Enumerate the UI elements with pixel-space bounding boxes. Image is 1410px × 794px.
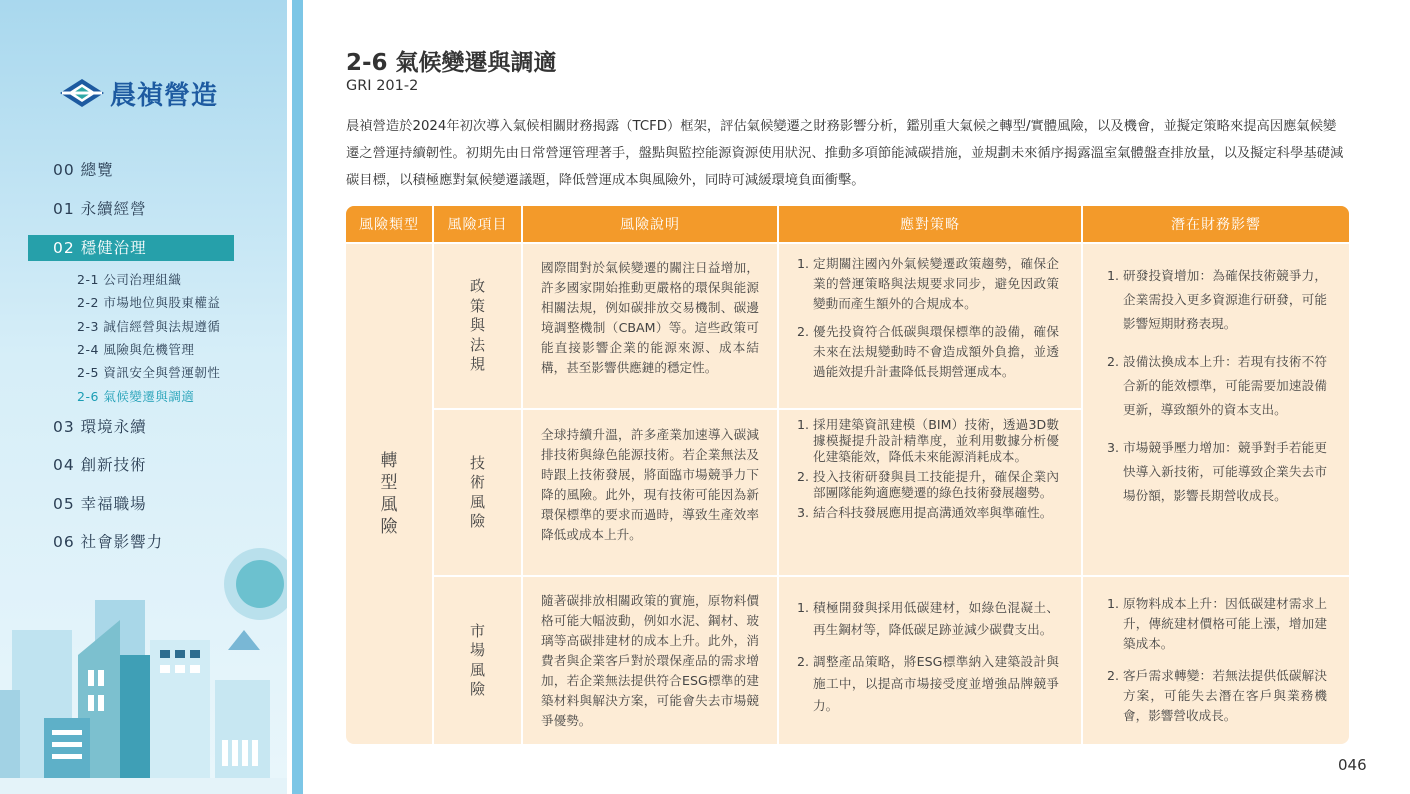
cell-impact-policy-technology bbox=[1107, 264, 1327, 508]
cell-impact-market bbox=[1107, 594, 1327, 726]
nav-item-overview[interactable]: 00 總覽 bbox=[53, 161, 114, 179]
risk-type-label: 轉 型 風 險 bbox=[380, 450, 398, 538]
list-item-text: 設備汰換成本上升：若現有技術不符合新的能效標準，可能需要加速設備更新，導致額外的資本支出。 bbox=[1123, 354, 1327, 417]
header-risk-description: 風險說明 bbox=[523, 206, 777, 242]
cell-strategy-policy bbox=[797, 254, 1059, 382]
list-item-number: 2. bbox=[797, 654, 810, 669]
nav-item-sustainable-operation[interactable]: 01 永續經營 bbox=[53, 200, 147, 218]
subnav-item-integrity[interactable]: 2-3 誠信經營與法規遵循 bbox=[77, 319, 221, 334]
logo-diamond-icon bbox=[58, 75, 106, 111]
city-illustration bbox=[0, 540, 287, 794]
list-item-number: 1. bbox=[1107, 268, 1120, 283]
nav-item-social-impact[interactable]: 06 社會影響力 bbox=[53, 533, 164, 551]
header-risk-item: 風險項目 bbox=[434, 206, 521, 242]
list-item bbox=[797, 597, 1059, 641]
risk-item-label: 政 策 與 法 規 bbox=[469, 277, 485, 374]
subnav-item-corporate-governance[interactable]: 2-1 公司治理組織 bbox=[77, 272, 182, 287]
header-risk-type: 風險類型 bbox=[346, 206, 432, 242]
list-item bbox=[797, 417, 1059, 465]
list-item-number: 1. bbox=[797, 417, 810, 432]
list-item-text: 投入技術研發與員工技能提升，確保企業內部團隊能夠適應變遷的綠色技術發展趨勢。 bbox=[813, 469, 1059, 500]
list-item bbox=[797, 254, 1059, 314]
list-item-text: 結合科技發展應用提高溝通效率與準確性。 bbox=[813, 505, 1053, 520]
subnav-item-climate-change[interactable]: 2-6 氣候變遷與調適 bbox=[77, 389, 195, 404]
list-item-text: 研發投資增加：為確保技術競爭力，企業需投入更多資源進行研發，可能影響短期財務表現。 bbox=[1123, 268, 1327, 331]
list-item-text: 調整產品策略，將ESG標準納入建築設計與施工中，以提高市場接受度並增強品牌競爭力。 bbox=[813, 654, 1059, 713]
grid-line bbox=[434, 575, 1349, 577]
cell-description-market: 隨著碳排放相關政策的實施，原物料價格可能大幅波動，例如水泥、鋼材、玻璃等高碳排建材的成本上升。此外，消費者與企業客戶對於環保產品的需求增加，若企業無法提供符合ESG標準的建築材料與解決方案，可能會失去市場競爭優勢。 bbox=[541, 593, 759, 728]
cell-strategy-market bbox=[797, 597, 1059, 717]
intro-paragraph: 晨禎營造於2024年初次導入氣候相關財務揭露（TCFD）框架，評估氣候變遷之財務影響分析，鑑別重大氣候之轉型/實體風險，以及機會，並擬定策略來提高因應氣候變遷之營運持續韌性。初期先由日常營運管理著手，盤點與監控能源資源使用狀況、推動多項節能減碳措施，並規劃未來循序揭露溫室氣體盤查排放量，以及擬定科學基礎減碳目標，以積極應對氣候變遷議題，降低營運成本與風險外，同時可減緩環境負面衝擊。 bbox=[346, 119, 1344, 188]
list-item bbox=[797, 505, 1059, 521]
list-item bbox=[797, 322, 1059, 382]
risk-item-label: 市 場 風 險 bbox=[469, 621, 485, 698]
logo-text: 晨禎營造 bbox=[110, 80, 219, 111]
list-item bbox=[1107, 264, 1327, 336]
risk-item-label: 技 術 風 險 bbox=[469, 453, 485, 530]
list-item-text: 積極開發與採用低碳建材，如綠色混凝土、再生鋼材等，降低碳足跡並減少碳費支出。 bbox=[813, 600, 1059, 637]
header-financial-impact: 潛在財務影響 bbox=[1083, 206, 1349, 242]
list-item-number: 1. bbox=[797, 256, 810, 271]
list-item-text: 市場競爭壓力增加：競爭對手若能更快導入新技術，可能導致企業失去市場份額，影響長期營收成長。 bbox=[1123, 440, 1327, 503]
nav-item-workplace[interactable]: 05 幸福職場 bbox=[53, 495, 147, 513]
list-item bbox=[797, 469, 1059, 501]
list-item-number: 2. bbox=[1107, 668, 1120, 683]
list-item-number: 2. bbox=[1107, 354, 1120, 369]
list-item-number: 3. bbox=[1107, 440, 1120, 455]
grid-line bbox=[521, 206, 523, 744]
list-item bbox=[1107, 594, 1327, 654]
grid-line bbox=[1081, 206, 1083, 744]
list-item bbox=[797, 651, 1059, 717]
nav-item-innovation[interactable]: 04 創新技術 bbox=[53, 456, 147, 474]
risk-table bbox=[346, 206, 1349, 744]
grid-line bbox=[434, 408, 1081, 410]
list-item-text: 原物料成本上升：因低碳建材需求上升，傳統建材價格可能上漲，增加建築成本。 bbox=[1123, 596, 1327, 651]
list-item bbox=[1107, 666, 1327, 726]
company-logo[interactable] bbox=[58, 74, 218, 112]
grid-line bbox=[777, 206, 779, 744]
header-response-strategy: 應對策略 bbox=[779, 206, 1081, 242]
list-item-number: 2. bbox=[797, 324, 810, 339]
cell-strategy-technology bbox=[797, 417, 1059, 521]
subnav-item-risk-management[interactable]: 2-4 風險與危機管理 bbox=[77, 342, 195, 357]
cell-risk-type bbox=[346, 244, 432, 744]
list-item bbox=[1107, 436, 1327, 508]
nav-item-environment[interactable]: 03 環境永續 bbox=[53, 418, 147, 436]
cell-risk-item-market bbox=[434, 577, 521, 744]
gri-code: GRI 201-2 bbox=[346, 78, 419, 94]
list-item-text: 定期關注國內外氣候變遷政策趨勢，確保企業的營運策略與法規要求同步，避免因政策變動而產生額外的合規成本。 bbox=[813, 256, 1059, 311]
list-item-text: 客戶需求轉變：若無法提供低碳解決方案，可能失去潛在客戶與業務機會，影響營收成長。 bbox=[1123, 668, 1327, 723]
list-item-number: 3. bbox=[797, 505, 810, 520]
list-item-number: 1. bbox=[797, 600, 810, 615]
nav-item-governance[interactable]: 02 穩健治理 bbox=[28, 235, 234, 261]
list-item-text: 採用建築資訊建模（BIM）技術，透過3D數據模擬提升設計精準度，並利用數據分析優化建築能效，降低未來能源消耗成本。 bbox=[813, 417, 1059, 464]
divider-blue bbox=[292, 0, 303, 794]
list-item bbox=[1107, 350, 1327, 422]
sidebar bbox=[0, 0, 287, 794]
list-item-number: 1. bbox=[1107, 596, 1120, 611]
subnav-item-market-position[interactable]: 2-2 市場地位與股東權益 bbox=[77, 295, 221, 310]
cell-description-policy: 國際間對於氣候變遷的關注日益增加，許多國家開始推動更嚴格的環保與能源相關法規，例如碳排放交易機制、碳邊境調整機制（CBAM）等。這些政策可能直接影響企業的能源來源、成本結構，甚至影響供應鏈的穩定性。 bbox=[541, 260, 759, 375]
list-item-text: 優先投資符合低碳與環保標準的設備，確保未來在法規變動時不會造成額外負擔，並透過能效提升計畫降低長期營運成本。 bbox=[813, 324, 1059, 379]
list-item-number: 2. bbox=[797, 469, 810, 484]
cell-description-technology: 全球持續升溫，許多產業加速導入碳減排技術與綠色能源技術。若企業無法及時跟上技術發展，將面臨市場競爭力下降的風險。此外，現有技術可能因為新環保標準的要求而過時，導致生產效率降低或成本上升。 bbox=[541, 427, 759, 542]
cell-risk-item-technology bbox=[434, 410, 521, 575]
subnav-item-info-security[interactable]: 2-5 資訊安全與營運韌性 bbox=[77, 365, 221, 380]
page-title: 2-6 氣候變遷與調適 bbox=[346, 50, 557, 76]
cell-risk-item-policy bbox=[434, 244, 521, 408]
page-number: 046 bbox=[1338, 756, 1367, 774]
